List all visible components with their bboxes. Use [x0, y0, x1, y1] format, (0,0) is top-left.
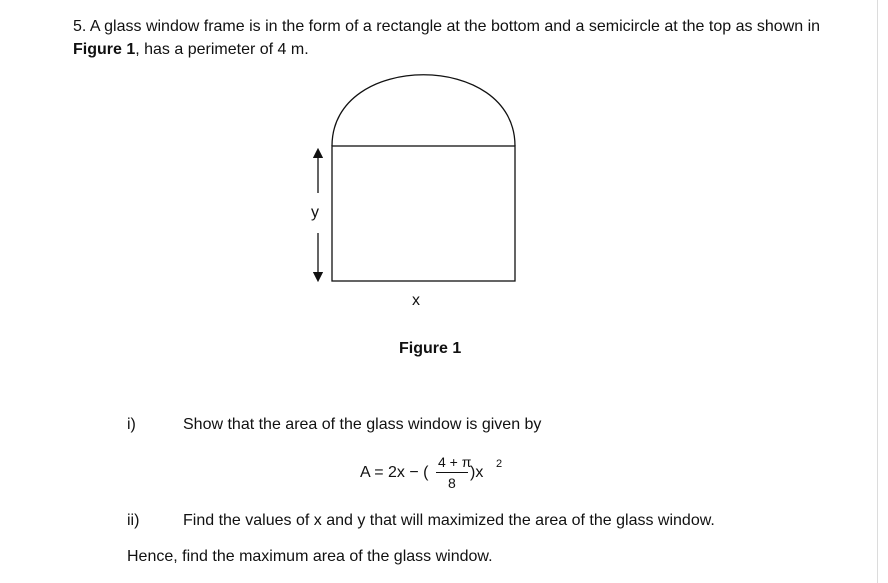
formula-numerator: 4 + π [438, 454, 472, 470]
formula-lhs: A = 2x − ( [360, 464, 429, 481]
rectangle-frame [332, 146, 515, 281]
fraction-bar [436, 472, 468, 473]
formula-exponent: 2 [496, 458, 503, 470]
part-ii-text: Find the values of x and y that will maximized the area of the glass window. [183, 512, 715, 529]
question-body: A glass window frame is in the form of a rectangle at the bottom and a semicircle at the top as shown in [89, 18, 821, 35]
part-i-text: Show that the area of the glass window is given by [183, 416, 542, 433]
part-i-label: i) [127, 416, 136, 433]
x-label: x [412, 292, 420, 309]
question-number: 5. [73, 18, 87, 35]
figure-reference: Figure 1 [73, 41, 136, 58]
figure-caption: Figure 1 [399, 340, 462, 357]
y-label: y [311, 204, 319, 221]
part-ii-label: ii) [127, 512, 140, 529]
semicircle-arc [332, 75, 515, 146]
formula-denominator: 8 [448, 475, 456, 491]
final-instruction: Hence, find the maximum area of the glass window. [127, 548, 493, 565]
window-diagram [300, 55, 540, 315]
formula-rhs: )x [470, 464, 484, 481]
window-figure [300, 55, 540, 315]
area-formula [360, 455, 580, 495]
question-body-end: , has a perimeter of 4 m. [135, 41, 309, 58]
